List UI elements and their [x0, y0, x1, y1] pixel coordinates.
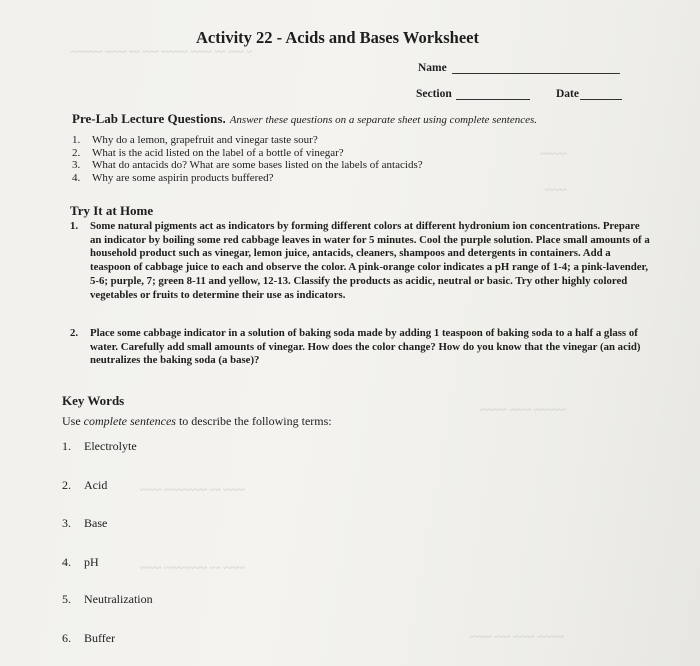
list-item: 2. Acid: [62, 478, 108, 492]
try-at-home-heading: Try It at Home: [70, 203, 154, 218]
list-item: 1. Why do a lemon, grapefruit and vinegar taste sour?: [72, 134, 318, 146]
prelab-question-list: [72, 134, 423, 184]
list-item: 2. Place some cabbage indicator in a solution of baking soda made by adding 1 teaspoon of baking soda to a half a glass of water. Carefully add small amounts of vinegar. How does the color change? How do you know that the vinegar (an acid) neutralizes the baking soda (a base)?: [70, 327, 641, 367]
bleed-through-text: ~~~~~: [540, 149, 568, 160]
list-item: 3. Base: [62, 516, 108, 530]
section-field-line[interactable]: [456, 99, 530, 100]
name-label: Name: [418, 62, 447, 74]
name-field-line[interactable]: [452, 73, 620, 74]
list-item: 4. Why are some aspirin products buffered?: [72, 171, 274, 184]
bleed-through-text: ~~~~: [545, 185, 567, 196]
prelab-heading-row: [72, 110, 537, 128]
prelab-instruction: Answer these questions on a separate sheet using complete sentences.: [229, 114, 538, 126]
date-field-line[interactable]: [580, 99, 622, 100]
list-item: 4. pH: [62, 555, 99, 569]
section-label: Section: [416, 88, 452, 100]
list-item: 6. Buffer: [62, 631, 116, 645]
key-words-heading: Key Words: [62, 393, 125, 408]
list-item: 3. What do antacids do? What are some bases listed on the labels of antacids?: [72, 159, 423, 172]
bleed-through-text: ~~~~~ ~~~~ ~~~ ~~~~: [470, 632, 565, 643]
list-item: 5. Neutralization: [62, 592, 153, 606]
list-item: 2. What is the acid listed on the label of a bottle of vinegar?: [72, 146, 344, 159]
key-words-instruction: Use complete sentences to describe the following terms:: [62, 414, 332, 428]
bleed-through-text: ~~~~ ~~ ~~~~~~~~ ~~~~: [140, 485, 245, 496]
bleed-through-text: ~~~~ ~~ ~~~~~~~~ ~~~~: [140, 563, 245, 574]
page-title: Activity 22 - Acids and Bases Worksheet: [196, 28, 479, 47]
prelab-heading: Pre-Lab Lecture Questions.: [72, 111, 226, 126]
date-label: Date: [556, 88, 579, 100]
list-item: 1. Some natural pigments act as indicators by forming different colors at different hydronium ion concentrations. Prepare an indicator by boiling some red cabbage leaves in water for 5 minutes. Cool the purple solution. Place small amounts of a household product such as vinegar, lemon juice, antacids, cleaners, shampoos and detergents in containers. Add a teaspoon of cabbage juice to each and observe the color. A pink-orange color indicates a pH range of 1-4; a pink-lavender, 5-6; purple, 7; green 8-11 and yellow, 12-13. Classify the products as acidic, neutral or basic. Try other highly colored vegetables or fruits to determine their use as indicators.: [70, 220, 650, 301]
bleed-through-text: ~~~~~~ ~~~~ ~~~~~: [480, 405, 567, 416]
bleed-through-text: ~ ~~~ ~~ ~~~~ ~~~~~ ~~~ ~~ ~~~~ ~~~~~~: [70, 47, 253, 58]
list-item: 1. Electrolyte: [62, 439, 137, 453]
